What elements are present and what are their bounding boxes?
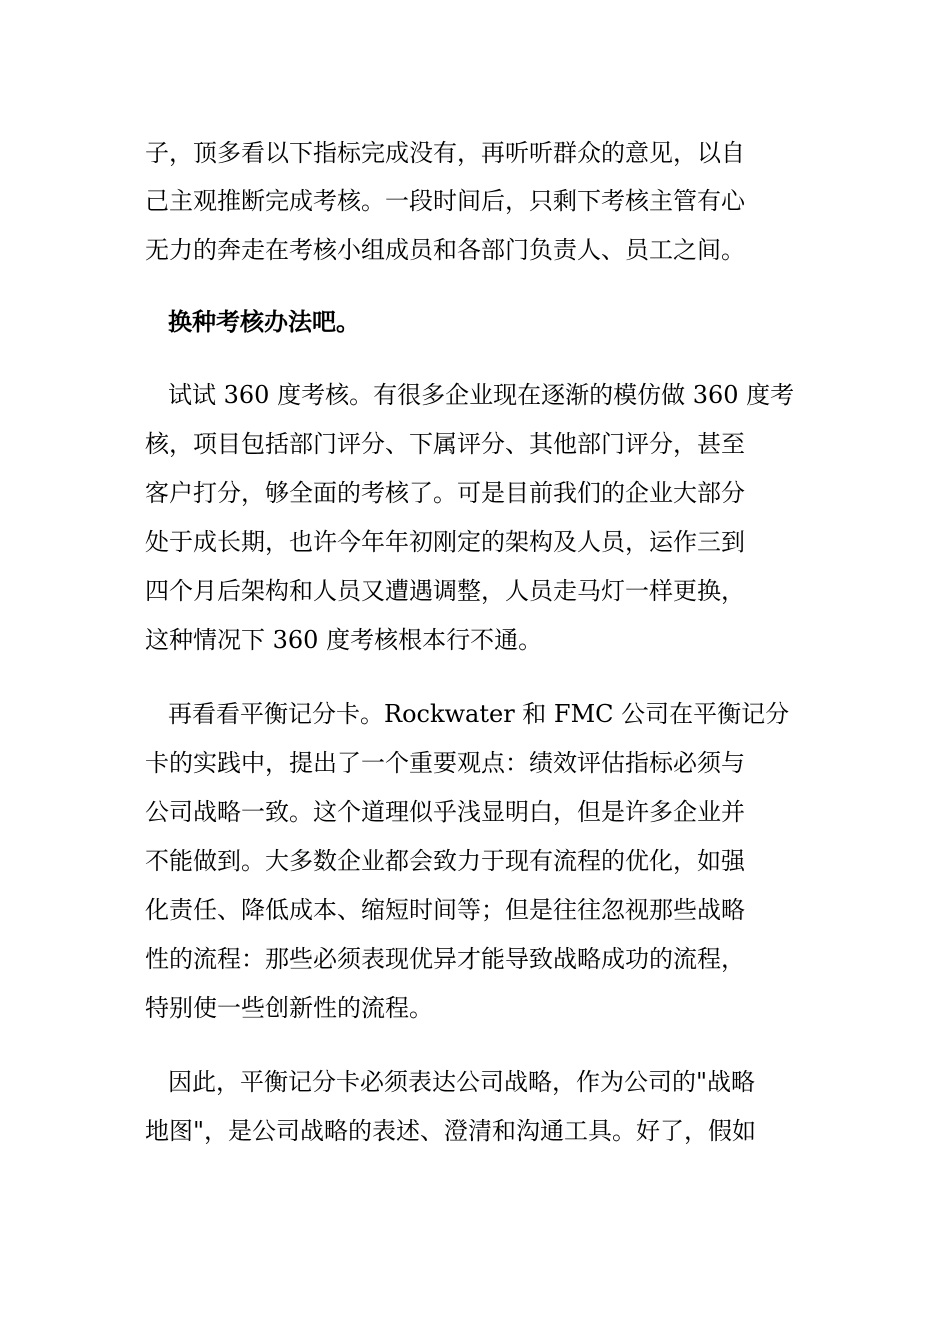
text-line: 因此，平衡记分卡必须表达公司战略，作为公司的"战略: [168, 1068, 756, 1096]
text-line: 化责任、降低成本、缩短时间等；但是往往忽视那些战略: [145, 896, 745, 924]
text-line: 再看看平衡记分卡。Rockwater 和 FMC 公司在平衡记分: [168, 700, 790, 728]
section-heading: 换种考核办法吧。: [168, 307, 360, 336]
text-line: 核，项目包括部门评分、下属评分、其他部门评分，甚至: [145, 430, 745, 458]
text-line: 特别使一些创新性的流程。: [145, 994, 433, 1022]
text-line: 这种情况下 360 度考核根本行不通。: [145, 626, 543, 654]
text-line: 四个月后架构和人员又遭遇调整，人员走马灯一样更换，: [145, 577, 745, 605]
text-line: 试试 360 度考核。有很多企业现在逐渐的模仿做 360 度考: [168, 381, 795, 409]
text-line: 公司战略一致。这个道理似乎浅显明白，但是许多企业并: [145, 798, 745, 826]
text-line: 地图"，是公司战略的表述、澄清和沟通工具。好了，假如: [145, 1117, 757, 1145]
text-line: 子，顶多看以下指标完成没有，再听听群众的意见，以自: [145, 139, 745, 167]
text-line: 处于成长期，也许今年年初刚定的架构及人员，运作三到: [145, 528, 745, 556]
text-line: 卡的实践中，提出了一个重要观点：绩效评估指标必须与: [145, 749, 745, 777]
text-line: 己主观推断完成考核。一段时间后，只剩下考核主管有心: [145, 187, 745, 215]
text-line: 客户打分，够全面的考核了。可是目前我们的企业大部分: [145, 479, 745, 507]
text-line: 不能做到。大多数企业都会致力于现有流程的优化，如强: [145, 847, 745, 875]
text-line: 性的流程：那些必须表现优异才能导致战略成功的流程，: [145, 945, 745, 973]
text-line: 无力的奔走在考核小组成员和各部门负责人、员工之间。: [145, 236, 745, 264]
